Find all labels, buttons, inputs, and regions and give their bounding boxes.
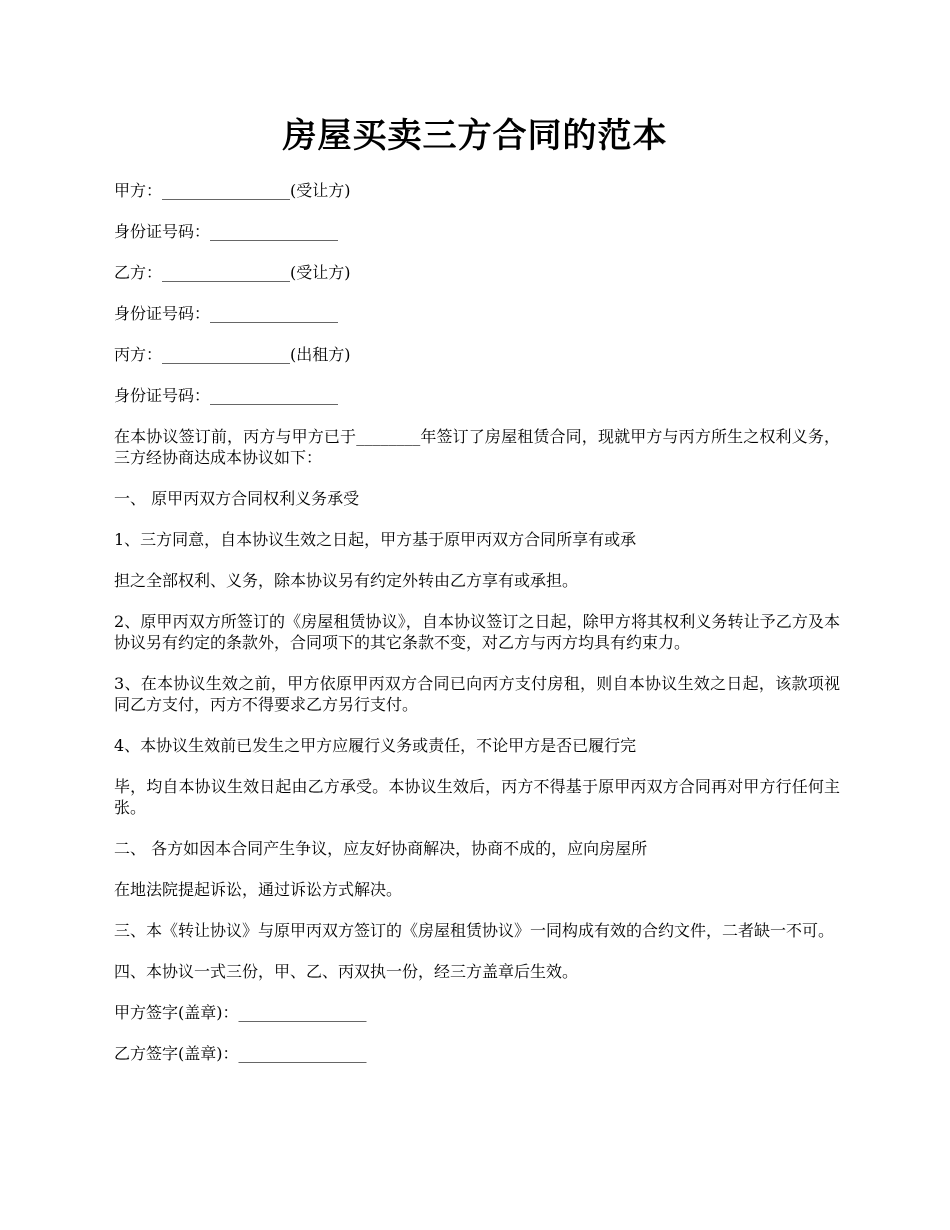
clause-4-part-1: 4、本协议生效前已发生之甲方应履行义务或责任，不论甲方是否已履行完: [114, 736, 637, 755]
preamble-paragraph: 在本协议签订前，丙方与甲方已于________年签订了房屋租赁合同，现就甲方与丙方所生之权利义务，三方经协商达成本协议如下：: [114, 427, 840, 467]
section-four: 四、本协议一式三份，甲、乙、丙双执一份，经三方盖章后生效。: [114, 962, 579, 981]
party-b-signature-line: 乙方签字(盖章)：________________: [114, 1044, 367, 1063]
section-two-part-2: 在地法院提起诉讼，通过诉讼方式解决。: [114, 880, 403, 899]
section-three: 三、本《转让协议》与原甲丙双方签订的《房屋租赁协议》一同构成有效的合约文件，二者缺一不可。: [114, 921, 835, 940]
clause-2: 2、原甲丙双方所签订的《房屋租赁协议》，自本协议签订之日起，除甲方将其权利义务转让予乙方及本协议另有约定的条款外，合同项下的其它条款不变，对乙方与丙方均具有约束力。: [114, 612, 840, 652]
section-two-part-1: 二、 各方如因本合同产生争议，应友好协商解决，协商不成的，应向房屋所: [114, 839, 648, 858]
document-title: 房屋买卖三方合同的范本: [282, 116, 668, 156]
document-body: [114, 180, 840, 1084]
party-c-id-line: 身份证号码：________________: [114, 386, 339, 405]
clause-3: 3、在本协议生效之前，甲方依原甲丙双方合同已向丙方支付房租，则自本协议生效之日起，该款项视同乙方支付，丙方不得要求乙方另行支付。: [114, 674, 840, 714]
clause-4-part-2: 毕，均自本协议生效日起由乙方承受。本协议生效后，丙方不得基于原甲丙双方合同再对甲方行任何主张。: [114, 777, 840, 817]
party-a-id-line: 身份证号码：________________: [114, 222, 339, 241]
clause-1-part-1: 1、三方同意，自本协议生效之日起，甲方基于原甲丙双方合同所享有或承: [114, 530, 637, 549]
party-a-line: 甲方：________________(受让方): [114, 181, 351, 200]
party-a-signature-line: 甲方签字(盖章)：________________: [114, 1003, 367, 1022]
party-b-id-line: 身份证号码：________________: [114, 304, 339, 323]
party-b-line: 乙方：________________(受让方): [114, 263, 351, 282]
party-c-line: 丙方：________________(出租方): [114, 345, 351, 364]
clause-1-part-2: 担之全部权利、义务，除本协议另有约定外转由乙方享有或承担。: [114, 571, 579, 590]
section-one-heading: 一、 原甲丙双方合同权利义务承受: [114, 489, 360, 508]
